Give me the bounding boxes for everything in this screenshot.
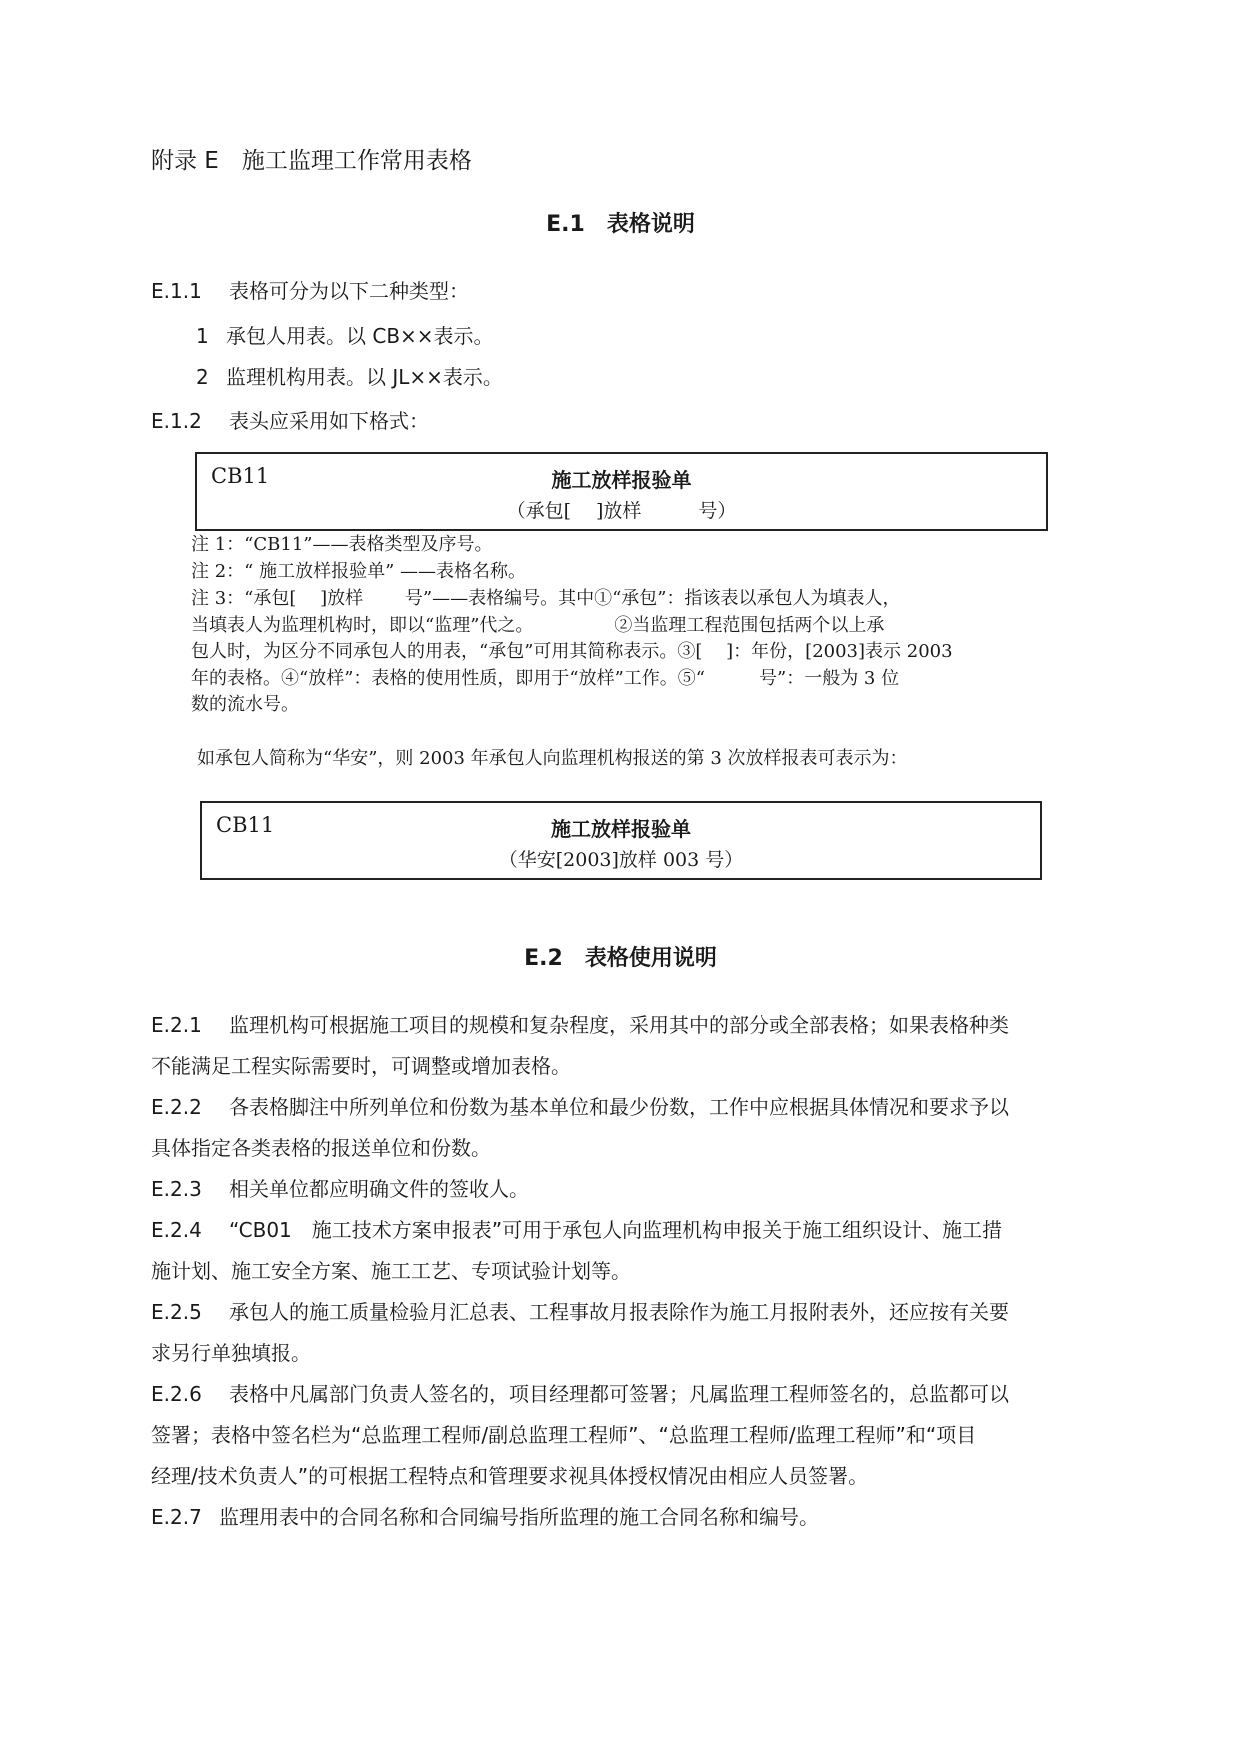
- paragraph-number: E.2.4: [151, 1218, 202, 1242]
- list-item-text: 承包人用表。以 CB××表示。: [226, 324, 494, 348]
- note-3-line: 当填表人为监理机构时，即以“监理”代之。 ②当监理工程范围包括两个以上承: [191, 614, 885, 636]
- note-2: 注 2：“ 施工放样报验单” ——表格名称。: [191, 561, 527, 582]
- paragraph-e2-7: [151, 1497, 1096, 1538]
- paragraph-number: E.2.2: [151, 1095, 202, 1119]
- note-3-line: 数的流水号。: [191, 694, 299, 715]
- list-item-number: 2: [196, 365, 209, 389]
- paragraph-line: 各表格脚注中所列单位和份数为基本单位和最少份数，工作中应根据具体情况和要求予以: [229, 1095, 1009, 1119]
- paragraph-number: E.1.2: [151, 409, 202, 433]
- paragraph-e2-4: [151, 1210, 1096, 1292]
- list-item: [196, 320, 494, 349]
- paragraph-e1-1: [151, 275, 469, 304]
- paragraph-line: 表格中凡属部门负责人签名的，项目经理都可签署；凡属监理工程师签名的，总监都可以: [229, 1382, 1009, 1406]
- example-box: [200, 801, 1042, 880]
- form-number: （华安[2003]放样 003 号）: [498, 849, 744, 871]
- paragraph-line: “CB01 施工技术方案申报表”可用于承包人向监理机构申报关于施工组织设计、施工措: [229, 1218, 1003, 1242]
- list-item-text: 监理机构用表。以 JL××表示。: [226, 365, 503, 389]
- paragraph-line: 求另行单独填报。: [151, 1341, 311, 1365]
- paragraph-e1-2: [151, 405, 429, 434]
- paragraph-number: E.2.6: [151, 1382, 202, 1406]
- paragraph-number: E.2.3: [151, 1177, 202, 1201]
- note-1: 注 1：“CB11”——表格类型及序号。: [191, 534, 493, 555]
- paragraph-number: E.2.1: [151, 1013, 202, 1037]
- example-text: 如承包人简称为“华安”，则 2003 年承包人向监理机构报送的第 3 次放样报表可表示为：: [197, 748, 908, 769]
- paragraph-number: E.2.7: [151, 1505, 202, 1529]
- form-code: CB11: [216, 813, 275, 837]
- paragraph-line: 签署；表格中签名栏为“总监理工程师/副总监理工程师”、“总监理工程师/监理工程师”和“项目: [151, 1423, 977, 1447]
- list-item: [196, 361, 503, 390]
- paragraph-text: 表头应采用如下格式：: [229, 409, 429, 433]
- appendix-title: 附录 E 施工监理工作常用表格: [151, 148, 472, 174]
- paragraph-number: E.2.5: [151, 1300, 202, 1324]
- list-item-number: 1: [196, 324, 209, 348]
- paragraph-e2-2: [151, 1087, 1096, 1169]
- form-code: CB11: [211, 464, 270, 488]
- form-title: 施工放样报验单: [551, 817, 691, 841]
- section-title-e2: E.2 表格使用说明: [524, 946, 717, 971]
- paragraph-line: 经理/技术负责人”的可根据工程特点和管理要求视具体授权情况由相应人员签署。: [151, 1464, 869, 1488]
- paragraph-line: 监理用表中的合同名称和合同编号指所监理的施工合同名称和编号。: [219, 1505, 819, 1529]
- paragraph-e2-6: [151, 1374, 1096, 1497]
- paragraph-text: 表格可分为以下二种类型：: [229, 279, 469, 303]
- paragraph-e2-3: [151, 1169, 1096, 1210]
- paragraph-e2-5: [151, 1292, 1096, 1374]
- paragraph-line: 承包人的施工质量检验月汇总表、工程事故月报表除作为施工月报附表外，还应按有关要: [229, 1300, 1009, 1324]
- paragraph-line: 不能满足工程实际需要时，可调整或增加表格。: [151, 1054, 571, 1078]
- paragraph-number: E.1.1: [151, 279, 202, 303]
- note-3-line: 年的表格。④“放样”：表格的使用性质，即用于“放样”工作。⑤“ 号”：一般为 3 位: [191, 667, 900, 689]
- paragraph-line: 施计划、施工安全方案、施工工艺、专项试验计划等。: [151, 1259, 631, 1283]
- note-3: [191, 586, 1091, 719]
- section-title-e1: E.1 表格说明: [546, 212, 695, 237]
- paragraph-line: 监理机构可根据施工项目的规模和复杂程度，采用其中的部分或全部表格；如果表格种类: [229, 1013, 1009, 1037]
- paragraph-line: 具体指定各类表格的报送单位和份数。: [151, 1136, 491, 1160]
- note-3-line: 包人时，为区分不同承包人的用表，“承包”可用其简称表示。③[ ]：年份，[2003]表示 2003: [191, 641, 953, 662]
- form-number: （承包[ ]放样 号）: [506, 500, 737, 522]
- form-title: 施工放样报验单: [551, 468, 692, 492]
- note-3-line: 注 3：“承包[ ]放样 号”——表格编号。其中①“承包”：指该表以承包人为填表人，: [191, 588, 901, 609]
- paragraph-e2-1: [151, 1005, 1096, 1087]
- paragraph-line: 相关单位都应明确文件的签收人。: [229, 1177, 529, 1201]
- header-format-box: [195, 452, 1048, 531]
